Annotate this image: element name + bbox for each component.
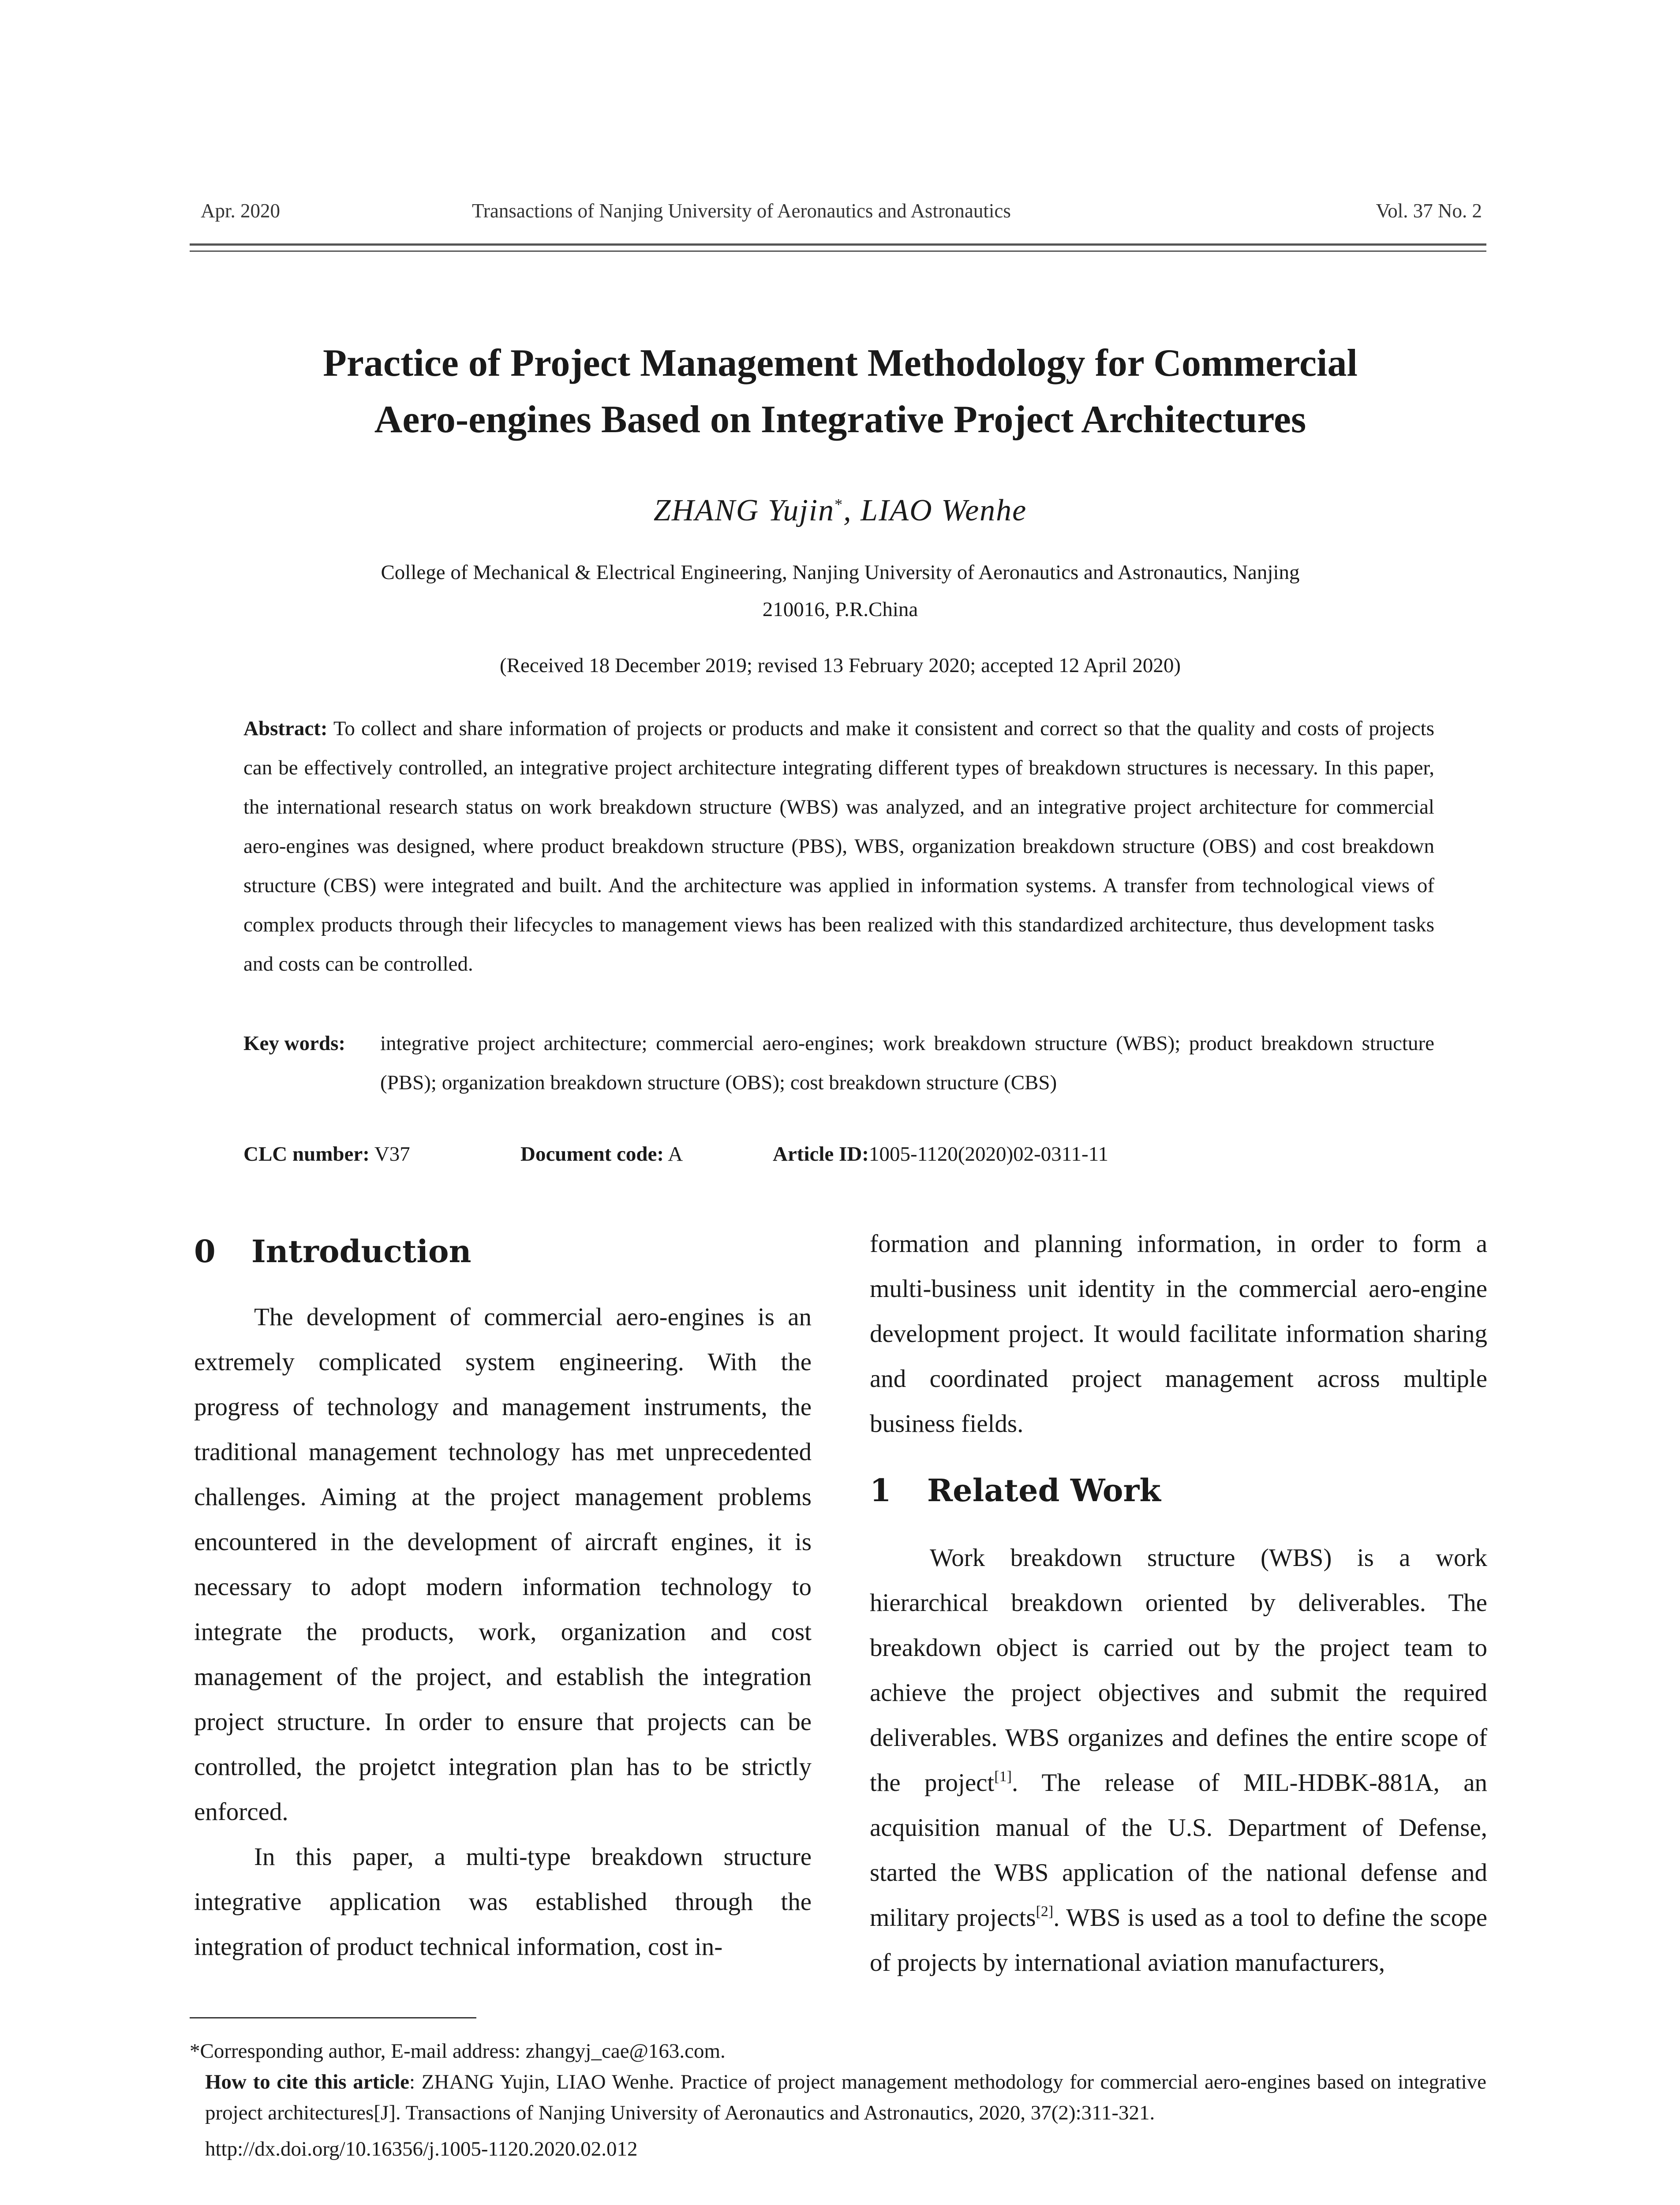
article-id-value: 1005-1120(2020)02-0311-11 (868, 1143, 1108, 1166)
section-title: Introduction (251, 1233, 471, 1270)
volume-number: Vol. 37 No. 2 (1376, 200, 1482, 222)
left-column (194, 1222, 812, 1970)
author-separator: , (843, 493, 852, 527)
cite-text: : ZHANG Yujin, LIAO Wenhe. Practice of project management methodology for commercial aero-engines based on integrative project architectures[J]. Transactions of Nanjing University of Aeronautics and Astronautics, 2020, 37(2):311-321. (205, 2070, 1486, 2124)
section-heading (194, 1230, 812, 1274)
author-name: LIAO Wenhe (861, 493, 1027, 527)
clc-label: CLC number: (243, 1143, 370, 1166)
corresponding-mark: * (834, 495, 844, 513)
paragraph: The development of commercial aero-engines is an extremely complicated system engineering. With the progress of technology and management instruments, the traditional management technology has met unprecedented challenges. Aiming at the project management problems encountered in the development of aircraft engines, it is necessary to adopt modern information technology to integrate the products, work, organization and cost management of the project, and establish the integration project structure. In order to ensure that projects can be controlled, the projetct integration plan has to be strictly enforced. (194, 1303, 812, 1826)
article-id (773, 1142, 1108, 1166)
paragraph: formation and planning information, in order to form a multi-business unit identity in the commercial aero-engine development project. It would facilitate information sharing and coordinated project management across multiple business fields. (870, 1230, 1487, 1438)
doc-code-label: Document code: (520, 1143, 664, 1166)
keywords-label: Key words: (243, 1032, 346, 1055)
document-code (520, 1142, 683, 1166)
article-id-label: Article ID: (773, 1143, 869, 1166)
abstract (243, 709, 1434, 984)
paragraph (870, 1536, 1487, 1985)
section-heading (870, 1469, 1487, 1513)
clc-value: V37 (374, 1143, 410, 1166)
header-rule (190, 250, 1486, 252)
footnote-rule (190, 2017, 476, 2018)
citation-ref[interactable]: [2] (1036, 1903, 1054, 1920)
article-title (212, 335, 1469, 448)
footnotes (190, 2036, 1486, 2164)
paragraph-text: Work breakdown structure (WBS) is a work hierarchical breakdown oriented by deliverables. The breakdown object is carried out by the project team to achieve the project objectives and submit the required deliverables. WBS organizes and defines the entire scope of the project (870, 1544, 1487, 1797)
paragraph-text: . The release of MIL-HDBK-881A, an acquisition manual of the U.S. Department of Defense, started the WBS application of the national defense and military projects (870, 1769, 1488, 1932)
issue-date: Apr. 2020 (201, 200, 280, 222)
doc-code-value: A (668, 1143, 683, 1166)
clc-number (243, 1142, 410, 1166)
affiliation-line: 210016, P.R.China (762, 598, 918, 621)
paragraph: In this paper, a multi-type breakdown structure integrative application was established through the integration of product technical information, cost in- (194, 1843, 812, 1961)
citation-note (190, 2067, 1486, 2128)
author-name: ZHANG Yujin (653, 493, 835, 527)
title-line: Aero-engines Based on Integrative Project Architectures (374, 398, 1306, 441)
received-dates: (Received 18 December 2019; revised 13 February 2020; accepted 12 April 2020) (500, 654, 1181, 677)
affiliation (247, 554, 1433, 628)
title-line: Practice of Project Management Methodology for Commercial (323, 342, 1358, 385)
citation-ref[interactable]: [1] (994, 1768, 1012, 1785)
abstract-label: Abstract: (243, 717, 328, 740)
header-rule (190, 243, 1486, 246)
doi-link[interactable]: http://dx.doi.org/10.16356/j.1005-1120.2020.02.012 (205, 2138, 638, 2160)
section-number: 1 (870, 1472, 891, 1509)
author-list (212, 493, 1469, 528)
right-column (870, 1222, 1487, 1985)
corresponding-author-note: *Corresponding author, E-mail address: zhangyj_cae@163.com. (190, 2040, 726, 2063)
affiliation-line: College of Mechanical & Electrical Engineering, Nanjing University of Aeronautics and Astronautics, Nanjing (381, 561, 1300, 584)
section-title: Related Work (927, 1472, 1161, 1509)
keywords-text: integrative project architecture; commercial aero-engines; work breakdown structure (WBS); product breakdown structure (PBS); organization breakdown structure (OBS); cost breakdown structure (CBS) (380, 1032, 1434, 1094)
journal-name: Transactions of Nanjing University of Aeronautics and Astronautics (472, 200, 1011, 222)
cite-label: How to cite this article (205, 2070, 410, 2093)
paragraph-text: . WBS is used as a tool to define the scope of projects by international aviation manufacturers, (870, 1904, 1487, 1977)
abstract-text: To collect and share information of projects or products and make it consistent and correct so that the quality and costs of projects can be effectively controlled, an integrative project architecture integrating different types of breakdown structures is necessary. In this paper, the international research status on work breakdown structure (WBS) was analyzed, and an integrative project architecture for commercial aero-engines was designed, where product breakdown structure (PBS), WBS, organization breakdown structure (OBS) and cost breakdown structure (CBS) were integrated and built. And the architecture was applied in information systems. A transfer from technological views of complex products through their lifecycles to management views has been realized with this standardized architecture, thus development tasks and costs can be controlled. (243, 717, 1434, 975)
section-number: 0 (194, 1233, 216, 1270)
